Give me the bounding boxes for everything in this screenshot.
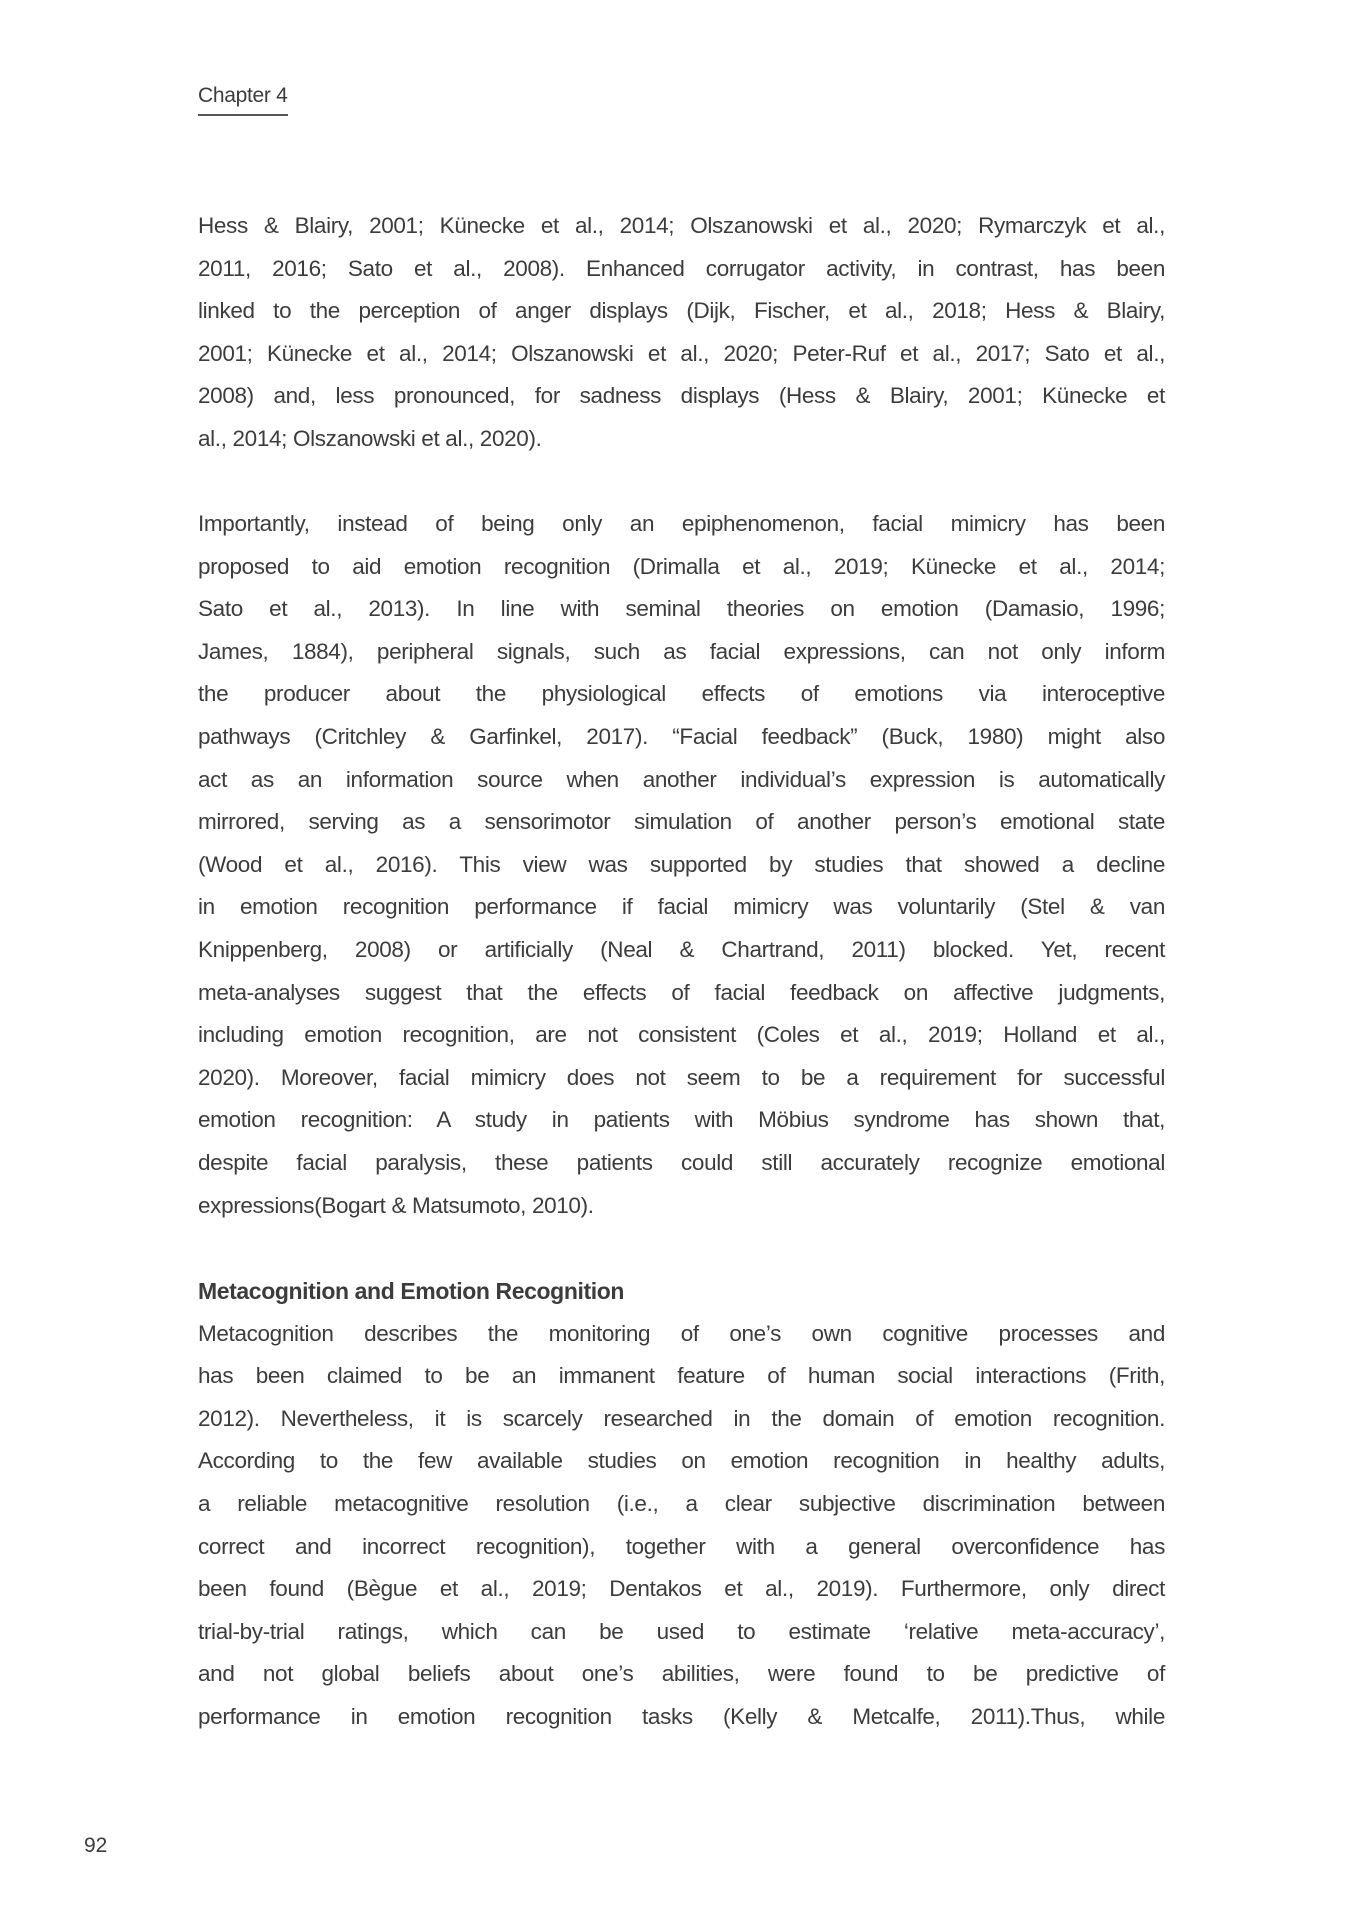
- text-line: According to the few available studies on emotion recognition in healthy adults,: [198, 1448, 1165, 1474]
- text-line: 2012). Nevertheless, it is scarcely researched in the domain of emotion recognition.: [198, 1405, 1165, 1431]
- page-number: 92: [84, 1834, 108, 1857]
- text-line: performance in emotion recognition tasks (Kelly & Metcalfe, 2011).Thus, while: [198, 1703, 1165, 1729]
- text-line: and not global beliefs about one’s abilities, were found to be predictive of: [198, 1661, 1165, 1687]
- text-line: a reliable metacognitive resolution (i.e., a clear subjective discrimination between: [198, 1490, 1165, 1516]
- text-line: 2008) and, less pronounced, for sadness displays (Hess & Blairy, 2001; Künecke et: [198, 383, 1165, 409]
- text-line: al., 2014; Olszanowski et al., 2020).: [198, 425, 542, 451]
- text-line: including emotion recognition, are not consistent (Coles et al., 2019; Holland et al.,: [198, 1022, 1165, 1048]
- paragraph-mimicry-citations: [198, 205, 1165, 461]
- text-line: correct and incorrect recognition), together with a general overconfidence has: [198, 1533, 1165, 1559]
- text-line: despite facial paralysis, these patients could still accurately recognize emotional: [198, 1149, 1165, 1175]
- text-line: Importantly, instead of being only an epiphenomenon, facial mimicry has been: [198, 511, 1165, 536]
- text-line: Sato et al., 2013). In line with seminal theories on emotion (Damasio, 1996;: [198, 596, 1165, 622]
- text-line: 2020). Moreover, facial mimicry does not seem to be a requirement for successful: [198, 1064, 1165, 1090]
- text-line: Metacognition describes the monitoring of one’s own cognitive processes and: [198, 1320, 1165, 1346]
- paragraph-facial-feedback: [198, 503, 1165, 1227]
- text-line: (Wood et al., 2016). This view was supported by studies that showed a decline: [198, 851, 1165, 877]
- text-line: expressions(Bogart & Matsumoto, 2010).: [198, 1192, 594, 1218]
- text-line: Hess & Blairy, 2001; Künecke et al., 2014; Olszanowski et al., 2020; Rymarczyk et al.,: [198, 213, 1165, 238]
- text-line: Knippenberg, 2008) or artificially (Neal & Chartrand, 2011) blocked. Yet, recent: [198, 936, 1165, 962]
- text-line: 2001; Künecke et al., 2014; Olszanowski et al., 2020; Peter-Ruf et al., 2017; Sato et al.,: [198, 340, 1165, 366]
- section-metacognition: [198, 1270, 1165, 1739]
- text-line: 2011, 2016; Sato et al., 2008). Enhanced corrugator activity, in contrast, has been: [198, 255, 1165, 281]
- text-line: the producer about the physiological effects of emotions via interoceptive: [198, 681, 1165, 707]
- text-line: emotion recognition: A study in patients with Möbius syndrome has shown that,: [198, 1107, 1165, 1133]
- text-line: linked to the perception of anger displays (Dijk, Fischer, et al., 2018; Hess & Blairy,: [198, 298, 1165, 324]
- running-head-chapter: Chapter 4: [198, 84, 288, 116]
- text-line: proposed to aid emotion recognition (Drimalla et al., 2019; Künecke et al., 2014;: [198, 553, 1165, 579]
- text-line: been found (Bègue et al., 2019; Dentakos et al., 2019). Furthermore, only direct: [198, 1576, 1165, 1602]
- text-line: mirrored, serving as a sensorimotor simulation of another person’s emotional state: [198, 809, 1165, 835]
- text-line: in emotion recognition performance if facial mimicry was voluntarily (Stel & van: [198, 894, 1165, 920]
- text-line: act as an information source when another individual’s expression is automatically: [198, 766, 1165, 792]
- text-line: has been claimed to be an immanent feature of human social interactions (Frith,: [198, 1363, 1165, 1389]
- text-line: pathways (Critchley & Garfinkel, 2017). “Facial feedback” (Buck, 1980) might also: [198, 723, 1165, 749]
- text-line: meta-analyses suggest that the effects of facial feedback on affective judgments,: [198, 979, 1165, 1005]
- text-line: trial-by-trial ratings, which can be used to estimate ‘relative meta-accuracy’,: [198, 1618, 1165, 1644]
- section-heading: Metacognition and Emotion Recognition: [198, 1278, 625, 1304]
- text-line: James, 1884), peripheral signals, such as facial expressions, can not only inform: [198, 638, 1165, 664]
